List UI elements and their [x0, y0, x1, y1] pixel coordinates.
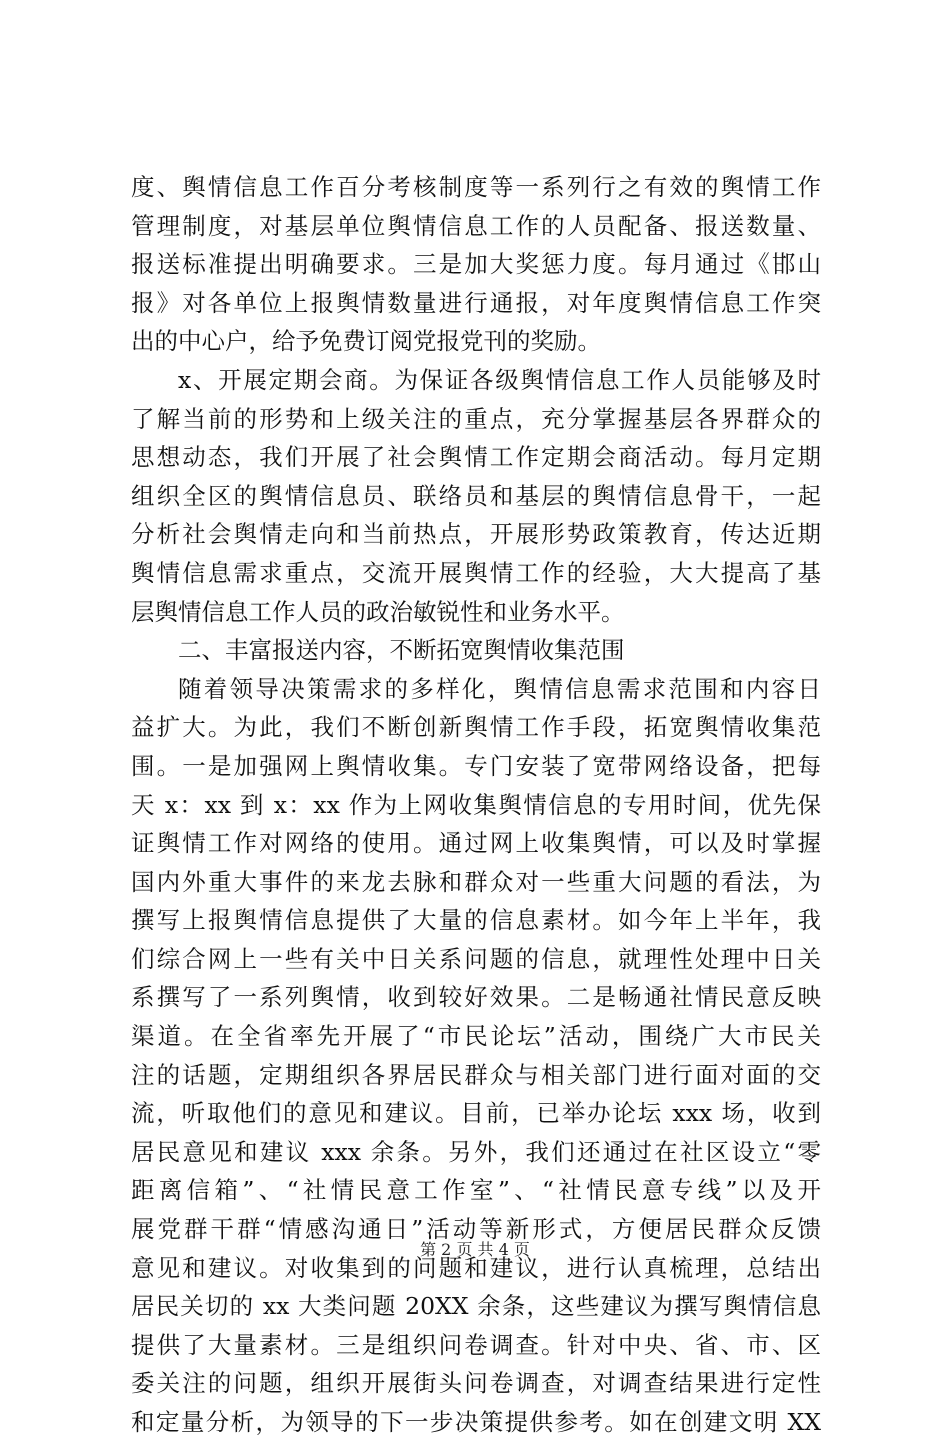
text-line: 度、舆情信息工作百分考核制度等一系列行之有效的舆情工作 — [131, 173, 821, 201]
text-line: 出的中心户，给予免费订阅党报党刊的奖励。 — [131, 327, 601, 356]
text-line: 组织全区的舆情信息员、联络员和基层的舆情信息骨干，一起 — [131, 481, 821, 510]
text-line: 报送标准提出明确要求。三是加大奖惩力度。每月通过《邯山 — [131, 250, 821, 279]
text-line: 报》对各单位上报舆情数量进行通报，对年度舆情信息工作突 — [131, 288, 821, 317]
text-line: 思想动态，我们开展了社会舆情工作定期会商活动。每月定期 — [131, 443, 821, 472]
text-line: 渠道。在全省率先开展了“市民论坛”活动，围绕广大市民关 — [131, 1022, 821, 1051]
text-line: 管理制度，对基层单位舆情信息工作的人员配备、报送数量、 — [131, 211, 821, 240]
text-line: 撰写上报舆情信息提供了大量的信息素材。如今年上半年，我 — [131, 906, 821, 935]
text-line: 围。一是加强网上舆情收集。专门安装了宽带网络设备，把每 — [131, 751, 821, 780]
text-line: 系撰写了一系列舆情，收到较好效果。二是畅通社情民意反映 — [131, 983, 821, 1012]
text-line: 和定量分析，为领导的下一步决策提供参考。如在创建文明 XX — [131, 1408, 821, 1436]
page-number-footer: 第 2 页 共 4 页 — [420, 1240, 530, 1259]
text-line: 距离信箱”、“社情民意工作室”、“社情民意专线”以及开 — [131, 1176, 821, 1205]
text-line: 展党群干群“情感沟通日”活动等新形式，方便居民群众反馈 — [131, 1215, 821, 1244]
text-line: 国内外重大事件的来龙去脉和群众对一些重大问题的看法，为 — [131, 867, 821, 896]
text-line: 流，听取他们的意见和建议。目前，已举办论坛 xxx 场，收到 — [131, 1099, 821, 1128]
text-line: 提供了大量素材。三是组织问卷调查。针对中央、省、市、区 — [131, 1330, 821, 1359]
text-line: 们综合网上一些有关中日关系问题的信息，就理性处理中日关 — [131, 944, 821, 973]
text-line: 天 x：xx 到 x：xx 作为上网收集舆情信息的专用时间，优先保 — [131, 790, 821, 819]
text-line: 分析社会舆情走向和当前热点，开展形势政策教育，传达近期 — [131, 520, 821, 549]
text-line: 二、丰富报送内容，不断拓宽舆情收集范围 — [178, 636, 625, 665]
text-line: 意见和建议。对收集到的问题和建议，进行认真梳理，总结出 — [131, 1253, 821, 1282]
text-line: 随着领导决策需求的多样化，舆情信息需求范围和内容日 — [178, 674, 821, 703]
text-line: 证舆情工作对网络的使用。通过网上收集舆情，可以及时掌握 — [131, 829, 821, 858]
text-line: 委关注的问题，组织开展街头问卷调查，对调查结果进行定性 — [131, 1369, 821, 1398]
text-line: 了解当前的形势和上级关注的重点，充分掌握基层各界群众的 — [131, 404, 821, 433]
text-line: 注的话题，定期组织各界居民群众与相关部门进行面对面的交 — [131, 1060, 821, 1089]
text-line: 居民关切的 xx 大类问题 20XX 余条，这些建议为撰写舆情信息 — [131, 1292, 821, 1321]
text-line: x、开展定期会商。为保证各级舆情信息工作人员能够及时 — [178, 365, 821, 394]
text-line: 舆情信息需求重点，交流开展舆情工作的经验，大大提高了基 — [131, 558, 821, 587]
text-line: 层舆情信息工作人员的政治敏锐性和业务水平。 — [131, 597, 625, 626]
text-line: 益扩大。为此，我们不断创新舆情工作手段，拓宽舆情收集范 — [131, 713, 821, 742]
text-line: 居民意见和建议 xxx 余条。另外，我们还通过在社区设立“零 — [131, 1137, 821, 1166]
